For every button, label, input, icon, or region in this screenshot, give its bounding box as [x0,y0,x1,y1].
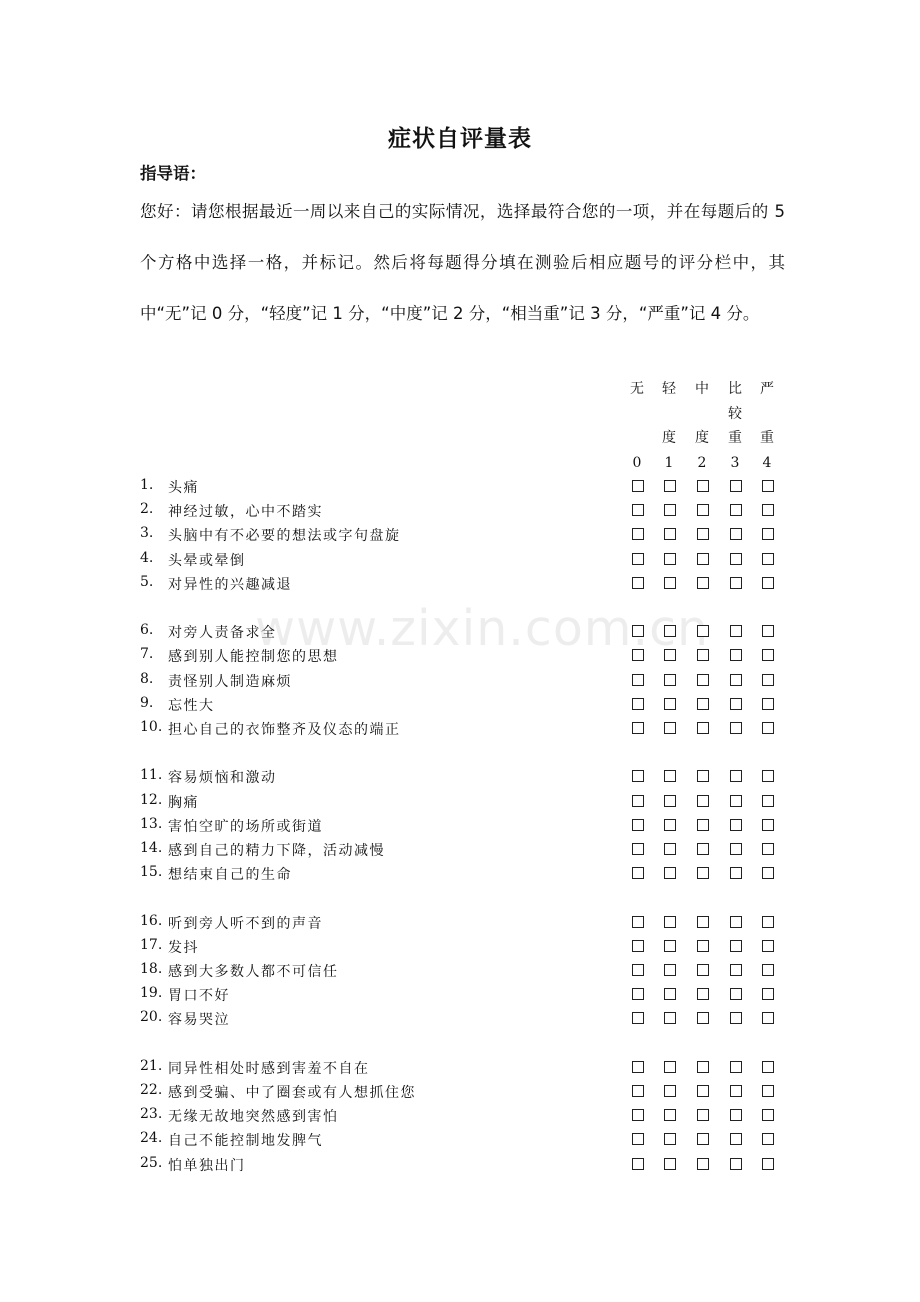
rating-checkbox-4[interactable] [762,480,774,492]
rating-checkbox-1[interactable] [664,940,676,952]
item-row [140,1127,780,1151]
column-header-line: 1 [664,454,674,471]
rating-checkbox-4[interactable] [762,577,774,589]
rating-checkbox-3[interactable] [730,819,742,831]
item-row [140,522,780,546]
item-number: 7. [140,646,154,663]
rating-checkbox-3[interactable] [730,795,742,807]
item-row [140,910,780,934]
rating-checkbox-0[interactable] [632,528,644,540]
rating-checkbox-2[interactable] [697,819,709,831]
rating-checkbox-3[interactable] [730,867,742,879]
rating-checkbox-0[interactable] [632,674,644,686]
rating-checkbox-4[interactable] [762,1133,774,1145]
rating-checkbox-2[interactable] [697,1085,709,1097]
item-text: 对异性的兴趣减退 [168,576,292,593]
rating-checkbox-0[interactable] [632,940,644,952]
rating-checkbox-1[interactable] [664,988,676,1000]
rating-checkbox-1[interactable] [664,504,676,516]
rating-checkbox-4[interactable] [762,504,774,516]
rating-checkbox-0[interactable] [632,480,644,492]
item-text: 容易哭泣 [168,1012,230,1029]
rating-checkbox-0[interactable] [632,722,644,734]
rating-checkbox-0[interactable] [632,867,644,879]
item-row [140,764,780,788]
rating-checkbox-3[interactable] [730,625,742,637]
rating-checkbox-1[interactable] [664,819,676,831]
rating-checkbox-1[interactable] [664,843,676,855]
item-row [140,982,780,1006]
rating-checkbox-0[interactable] [632,649,644,661]
rating-checkbox-0[interactable] [632,504,644,516]
rating-checkbox-3[interactable] [730,988,742,1000]
item-number: 3. [140,525,154,542]
item-text: 忘性大 [168,697,215,714]
column-header-line [755,402,779,427]
item-text: 头痛 [168,480,199,496]
rating-checkbox-3[interactable] [730,1061,742,1073]
item-number: 19. [140,985,163,1002]
rating-checkbox-0[interactable] [632,577,644,589]
column-header-3 [723,377,747,475]
item-number: 9. [140,694,154,711]
item-row [140,813,780,837]
rating-checkbox-3[interactable] [730,577,742,589]
column-header-line: 严 [760,381,774,397]
item-row [140,958,780,982]
rating-checkbox-0[interactable] [632,916,644,928]
item-text: 担心自己的衣饰整齐及仪态的端正 [168,722,401,738]
item-number: 2. [140,501,154,518]
rating-checkbox-2[interactable] [697,1012,709,1024]
rating-checkbox-1[interactable] [664,674,676,686]
item-number: 4. [140,549,154,566]
item-number: 15. [140,864,163,881]
rating-checkbox-1[interactable] [664,625,676,637]
rating-checkbox-4[interactable] [762,698,774,710]
item-text: 怕单独出门 [168,1157,246,1174]
rating-checkbox-0[interactable] [632,819,644,831]
rating-checkbox-4[interactable] [762,625,774,637]
rating-checkbox-0[interactable] [632,1085,644,1097]
column-header-line: 无 [630,381,644,397]
item-row [140,837,780,861]
rating-checkbox-3[interactable] [730,940,742,952]
column-header-line: 重 [760,430,774,446]
rating-checkbox-0[interactable] [632,1158,644,1170]
item-row [140,861,780,885]
rating-checkbox-2[interactable] [697,649,709,661]
column-header-4 [755,377,779,475]
item-number: 12. [140,791,163,808]
rating-checkbox-1[interactable] [664,480,676,492]
item-row [140,1055,780,1079]
rating-checkbox-3[interactable] [730,553,742,565]
rating-checkbox-4[interactable] [762,819,774,831]
rating-checkbox-0[interactable] [632,770,644,782]
item-number: 16. [140,912,163,929]
item-row [140,668,780,692]
rating-checkbox-3[interactable] [730,843,742,855]
rating-checkbox-2[interactable] [697,674,709,686]
item-row [140,619,780,643]
column-header-line: 度 [662,430,676,446]
item-number: 25. [140,1154,163,1171]
column-header-line: 4 [762,454,772,471]
rating-checkbox-3[interactable] [730,649,742,661]
rating-checkbox-2[interactable] [697,698,709,710]
column-header-0 [625,377,649,475]
item-row [140,716,780,740]
rating-checkbox-1[interactable] [664,722,676,734]
rating-checkbox-0[interactable] [632,698,644,710]
rating-checkbox-4[interactable] [762,964,774,976]
item-number: 17. [140,936,163,953]
item-text: 头晕或晕倒 [168,552,246,569]
rating-checkbox-4[interactable] [762,1012,774,1024]
column-header-line: 比 [728,381,742,397]
rating-checkbox-2[interactable] [697,504,709,516]
rating-checkbox-4[interactable] [762,916,774,928]
watermark: www.zixin.com.cn [255,600,710,657]
rating-checkbox-3[interactable] [730,722,742,734]
item-text: 感到别人能控制您的思想 [168,649,339,666]
rating-checkbox-2[interactable] [697,1109,709,1121]
rating-checkbox-4[interactable] [762,770,774,782]
rating-checkbox-2[interactable] [697,722,709,734]
rating-checkbox-3[interactable] [730,674,742,686]
item-number: 14. [140,840,163,856]
item-number: 22. [140,1082,163,1098]
column-header-line [625,426,649,451]
rating-checkbox-3[interactable] [730,964,742,976]
item-text: 感到受骗、中了圈套或有人想抓住您 [168,1085,416,1101]
rating-checkbox-1[interactable] [664,916,676,928]
item-text: 自己不能控制地发脾气 [168,1133,323,1150]
rating-checkbox-0[interactable] [632,625,644,637]
item-text: 感到自己的精力下降，活动减慢 [168,843,385,859]
rating-checkbox-0[interactable] [632,795,644,807]
rating-checkbox-4[interactable] [762,843,774,855]
column-header-line: 轻 [662,381,676,397]
item-number: 18. [140,961,163,977]
column-header-1 [657,377,681,475]
item-number: 10. [140,719,163,735]
intro-paragraph: 您好：请您根据最近一周以来自己的实际情况，选择最符合您的一项，并在每题后的 5 个方格中选择一格，并标记。然后将每题得分填在测验后相应题号的评分栏中，其中“无”记 0 分，“轻度”记 1 分，“中度”记 2 分，“相当重”记 3 分，“严重”记 4 分。 [140,202,785,323]
rating-checkbox-1[interactable] [664,698,676,710]
column-header-line: 重 [728,430,742,446]
rating-checkbox-4[interactable] [762,722,774,734]
item-text: 胸痛 [168,794,199,811]
rating-checkbox-2[interactable] [697,625,709,637]
rating-checkbox-0[interactable] [632,1061,644,1073]
item-number: 21. [140,1057,163,1074]
rating-checkbox-4[interactable] [762,1158,774,1170]
item-row [140,1152,780,1176]
item-text: 神经过敏，心中不踏实 [168,504,323,521]
rating-checkbox-1[interactable] [664,553,676,565]
item-text: 害怕空旷的场所或街道 [168,818,323,835]
rating-checkbox-0[interactable] [632,1012,644,1024]
page-title: 症状自评量表 [388,126,532,152]
item-text: 听到旁人听不到的声音 [168,915,323,932]
item-row [140,498,780,522]
rating-checkbox-1[interactable] [664,528,676,540]
rating-checkbox-2[interactable] [697,1158,709,1170]
rating-checkbox-2[interactable] [697,867,709,879]
rating-checkbox-2[interactable] [697,1061,709,1073]
rating-checkbox-4[interactable] [762,1085,774,1097]
item-row [140,1006,780,1030]
rating-checkbox-0[interactable] [632,988,644,1000]
rating-checkbox-1[interactable] [664,1085,676,1097]
rating-checkbox-0[interactable] [632,964,644,976]
rating-checkbox-4[interactable] [762,553,774,565]
rating-checkbox-4[interactable] [762,674,774,686]
guide-label: 指导语： [140,164,206,183]
item-row [140,547,780,571]
rating-checkbox-2[interactable] [697,795,709,807]
item-row [140,1079,780,1103]
rating-checkbox-3[interactable] [730,1133,742,1145]
rating-checkbox-3[interactable] [730,698,742,710]
rating-checkbox-3[interactable] [730,504,742,516]
rating-checkbox-1[interactable] [664,795,676,807]
item-number: 5. [140,573,154,590]
item-row [140,1103,780,1127]
rating-checkbox-1[interactable] [664,1012,676,1024]
column-header-line: 度 [695,430,709,446]
item-text: 胃口不好 [168,988,230,1005]
rating-checkbox-1[interactable] [664,770,676,782]
item-text: 头脑中有不必要的想法或字句盘旋 [168,528,401,545]
item-number: 1. [140,477,154,493]
column-header-line [625,402,649,427]
rating-checkbox-3[interactable] [730,1158,742,1170]
rating-checkbox-3[interactable] [730,1012,742,1024]
rating-checkbox-4[interactable] [762,1061,774,1073]
item-number: 20. [140,1009,163,1026]
item-text: 容易烦恼和激动 [168,770,277,787]
item-row [140,474,780,498]
item-text: 同异性相处时感到害羞不自在 [168,1060,370,1077]
item-row [140,789,780,813]
rating-checkbox-2[interactable] [697,553,709,565]
rating-checkbox-2[interactable] [697,577,709,589]
item-text: 无缘无故地突然感到害怕 [168,1109,339,1126]
rating-checkbox-3[interactable] [730,528,742,540]
item-number: 11. [140,767,163,784]
rating-checkbox-1[interactable] [664,1133,676,1145]
item-row [140,571,780,595]
column-header-line: 中 [695,381,709,397]
item-text: 想结束自己的生命 [168,867,292,884]
rating-checkbox-2[interactable] [697,1133,709,1145]
rating-checkbox-4[interactable] [762,988,774,1000]
rating-checkbox-3[interactable] [730,770,742,782]
rating-checkbox-2[interactable] [697,916,709,928]
item-number: 8. [140,670,154,687]
rating-checkbox-3[interactable] [730,1085,742,1097]
rating-checkbox-1[interactable] [664,577,676,589]
item-text: 发抖 [168,939,199,956]
item-number: 23. [140,1106,163,1123]
rating-checkbox-1[interactable] [664,1158,676,1170]
rating-checkbox-1[interactable] [664,867,676,879]
item-row [140,643,780,667]
item-number: 6. [140,622,154,639]
item-number: 13. [140,815,163,832]
column-header-line [657,402,681,427]
column-header-line: 较 [728,405,742,422]
rating-checkbox-4[interactable] [762,528,774,540]
column-header-line: 0 [632,454,642,471]
rating-checkbox-4[interactable] [762,867,774,879]
item-text: 感到大多数人都不可信任 [168,964,339,980]
rating-checkbox-3[interactable] [730,916,742,928]
rating-checkbox-4[interactable] [762,1109,774,1121]
item-number: 24. [140,1130,163,1147]
rating-checkbox-1[interactable] [664,649,676,661]
rating-checkbox-0[interactable] [632,553,644,565]
rating-checkbox-0[interactable] [632,843,644,855]
rating-checkbox-2[interactable] [697,528,709,540]
rating-checkbox-0[interactable] [632,1133,644,1145]
item-text: 对旁人责备求全 [168,625,277,642]
rating-checkbox-1[interactable] [664,964,676,976]
rating-checkbox-4[interactable] [762,940,774,952]
rating-checkbox-0[interactable] [632,1109,644,1121]
rating-checkbox-1[interactable] [664,1109,676,1121]
rating-checkbox-2[interactable] [697,940,709,952]
item-row [140,692,780,716]
column-header-line [690,402,714,427]
rating-checkbox-2[interactable] [697,480,709,492]
rating-checkbox-2[interactable] [697,988,709,1000]
rating-checkbox-3[interactable] [730,1109,742,1121]
item-row [140,934,780,958]
rating-checkbox-2[interactable] [697,770,709,782]
rating-checkbox-2[interactable] [697,964,709,976]
rating-checkbox-3[interactable] [730,480,742,492]
column-header-line: 3 [730,454,740,471]
column-header-line: 2 [697,454,707,471]
item-text: 责怪别人制造麻烦 [168,673,292,690]
rating-checkbox-4[interactable] [762,795,774,807]
rating-checkbox-2[interactable] [697,843,709,855]
rating-checkbox-1[interactable] [664,1061,676,1073]
column-header-2 [690,377,714,475]
rating-checkbox-4[interactable] [762,649,774,661]
